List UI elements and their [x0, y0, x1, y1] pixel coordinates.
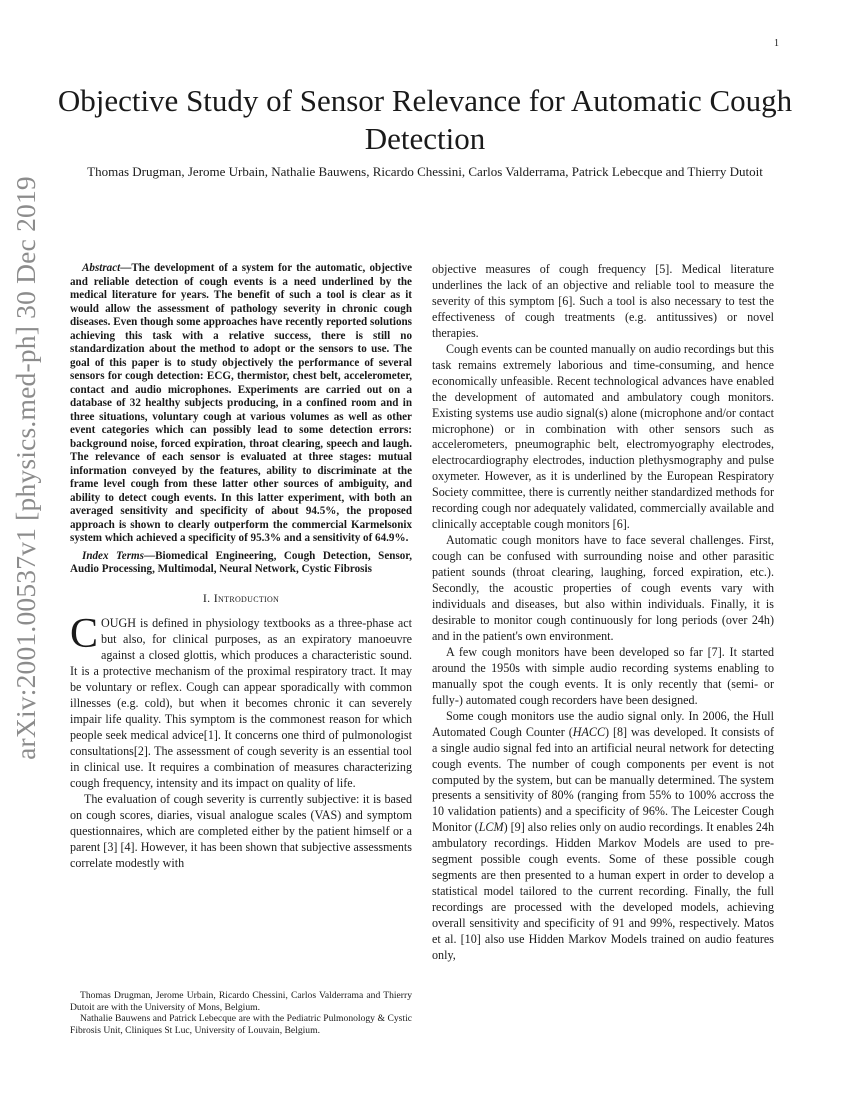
footnote-1: Thomas Drugman, Jerome Urbain, Ricardo Chessini, Carlos Valderrama and Thierry Dutoit are with the University of Mons, Belgium.: [70, 990, 412, 1013]
arxiv-stamp: [6, 176, 46, 760]
section-heading-introduction: [70, 591, 412, 607]
intro-paragraph-1: [70, 611, 412, 791]
index-terms-text: —Biomedical Engineering, Cough Detection, Sensor, Audio Processing, Multimodal, Neural Network, Cystic Fibrosis: [70, 549, 412, 575]
right-column: [432, 262, 774, 964]
intro-paragraph-1-text: is defined in physiology textbooks as a three-phase act but also, for clinical purposes, as an expiratory manoeuvre against a closed glottis, which produces a characteristic sound. It is a protective mechanism of the proximal respiratory tract. It may be voluntary or reflex. Cough can appear sporadically with common illnesses (e.g. cold), but when it becomes chronic it can severely impair life quality. This symptom is the commonest reason for which people seek medical advice[1]. It concerns one third of pulmonologist consultations[2]. The assessment of cough severity is an essential tool in clinical use. It requires a combination of measures characterizing cough frequency, intensity and its impact on quality of life.: [70, 616, 412, 790]
section-title: Introduction: [213, 590, 280, 605]
p5-part-a: Some cough monitors use the audio signal only. In 2006, the Hull Automated Cough Counter (: [432, 708, 774, 739]
affiliation-footnotes: [70, 990, 412, 1036]
right-paragraph-4: A few cough monitors have been developed so far [7]. It started around the 1950s with simple audio recording systems enabling to manually spot the cough events. It is only recently that (semi- or fully-) automated cough recorders have been designed.: [432, 644, 774, 707]
hacc-symbol: HACC: [572, 724, 606, 739]
first-word-rest: OUGH: [101, 616, 136, 631]
left-column: [70, 262, 412, 872]
intro-paragraph-2: The evaluation of cough severity is currently subjective: it is based on cough scores, diaries, visual analogue scales (VAS) and symptom questionnaires, which are completed either by the patient himself or a parent [3] [4]. However, it has been shown that subjective assessments correlate modestly with: [70, 791, 412, 870]
abstract-text: —The development of a system for the automatic, objective and reliable detection of cough events is a need underlined by the medical literature for years. The benefit of such a tool is clear as it would allow the assessment of pathology severity in chronic cough diseases. Even though some approaches have recently reported solutions achieving this task with a relative success, there is still no standardization about the method to adopt or the sensors to use. The goal of this paper is to study objectively the performance of several sensors for cough detection: ECG, thermistor, chest belt, accelerometer, contact and audio microphones. Experiments are carried out on a database of 32 healthy subjects producing, in a confined room and in three situations, voluntary cough at various volumes as well as other event categories which can possibly lead to some detection errors: background noise, forced expiration, throat clearing, speech and laugh. The relevance of each sensor is evaluated at three stages: mutual information conveyed by the features, ability to discriminate at the frame level cough from these latter other sources of ambiguity, and ability to detect cough events. In this latter experiment, with both an averaged sensitivity and specificity of about 94.5%, the proposed approach is shown to clearly outperform the commercial Karmelsonix system which achieved a specificity of 95.3% and a sensitivity of 64.9%.: [70, 262, 412, 544]
paper-title: Objective Study of Sensor Relevance for Automatic Cough Detection: [57, 83, 793, 156]
lcm-symbol: LCM: [478, 820, 504, 835]
p5-part-b: ) [8] was developed. It consists of a single audio signal fed into an artificial neural network for detecting cough events. The number of cough components per event is not computed by the system, but can be manually determined. The system presents a sensitivity of 80% (ranging from 55% to 100% accross the 10 validation patients) and a specificity of 96%. The Leicester Cough Monitor (: [432, 724, 774, 835]
p5-part-c: ) [9] also relies only on audio recordings. It enables 24h ambulatory recordings. Hidden Markov Models are used to pre-segment possible cough events. Some of these possible cough segments are then presented to a human expert in order to develop a statistical model tailored to the current recording. Finally, the full recordings are processed with the developed models, achieving overall sensitivity and specificity of 91 and 99%, respectively. Matos et al. [10] also use Hidden Markov Models trained on audio features only,: [432, 820, 774, 962]
page-number: 1: [774, 38, 779, 49]
abstract-label: Abstract: [82, 262, 121, 274]
author-list: Thomas Drugman, Jerome Urbain, Nathalie Bauwens, Ricardo Chessini, Carlos Valderrama, Patrick Lebecque and Thierry Dutoit: [87, 164, 763, 179]
section-number: I.: [202, 590, 211, 605]
footnote-2: Nathalie Bauwens and Patrick Lebecque are with the Pediatric Pulmonology & Cystic Fibrosis Unit, Cliniques St Luc, University of Louvain, Belgium.: [70, 1013, 412, 1036]
right-paragraph-1: objective measures of cough frequency [5]. Medical literature underlines the lack of an objective and reliable tool to measure the severity of this symptom [6]. Such a tool is also necessary to test the effectiveness of cough treatments (e.g. antitussives) or novel therapies.: [432, 262, 774, 340]
right-paragraph-5: [432, 709, 774, 964]
index-terms: [70, 550, 412, 577]
right-paragraph-2: Cough events can be counted manually on audio recordings but this task remains extremely laborious and time-consuming, and hence economically unfeasible. Recent technological advances have enabled the development of automated and ambulatory cough monitors. Existing systems use audio signal(s) alone (microphone and/or contact microphone) or in combination with other sensors such as accelerometers, pneumographic belt, electromyography electrodes, electrocardiography electrodes, induction plethysmography and pulse oxymeter. However, as it is underlined by the European Respiratory Society committee, there is currently neither standardized methods for recording cough nor adequately validated, commercially available and clinically acceptable cough monitors [6].: [432, 341, 774, 532]
right-paragraph-3: Automatic cough monitors have to face several challenges. First, cough can be confused with surrounding noise and other parasitic patient sounds (throat clearing, laughing, forced expiration, etc.). Secondly, the acoustic properties of cough events vary with individuals and diseases, but also within individuals. Finally, it is desirable to monitor cough continuously for long periods (over 24h) and in the patient's own environment.: [432, 533, 774, 643]
abstract: [70, 262, 412, 546]
index-terms-label: Index Terms: [82, 549, 144, 562]
arxiv-identifier: arXiv:2001.00537v1 [physics.med-ph] 30 Dec 2019: [10, 176, 41, 760]
drop-cap: C: [70, 611, 99, 658]
